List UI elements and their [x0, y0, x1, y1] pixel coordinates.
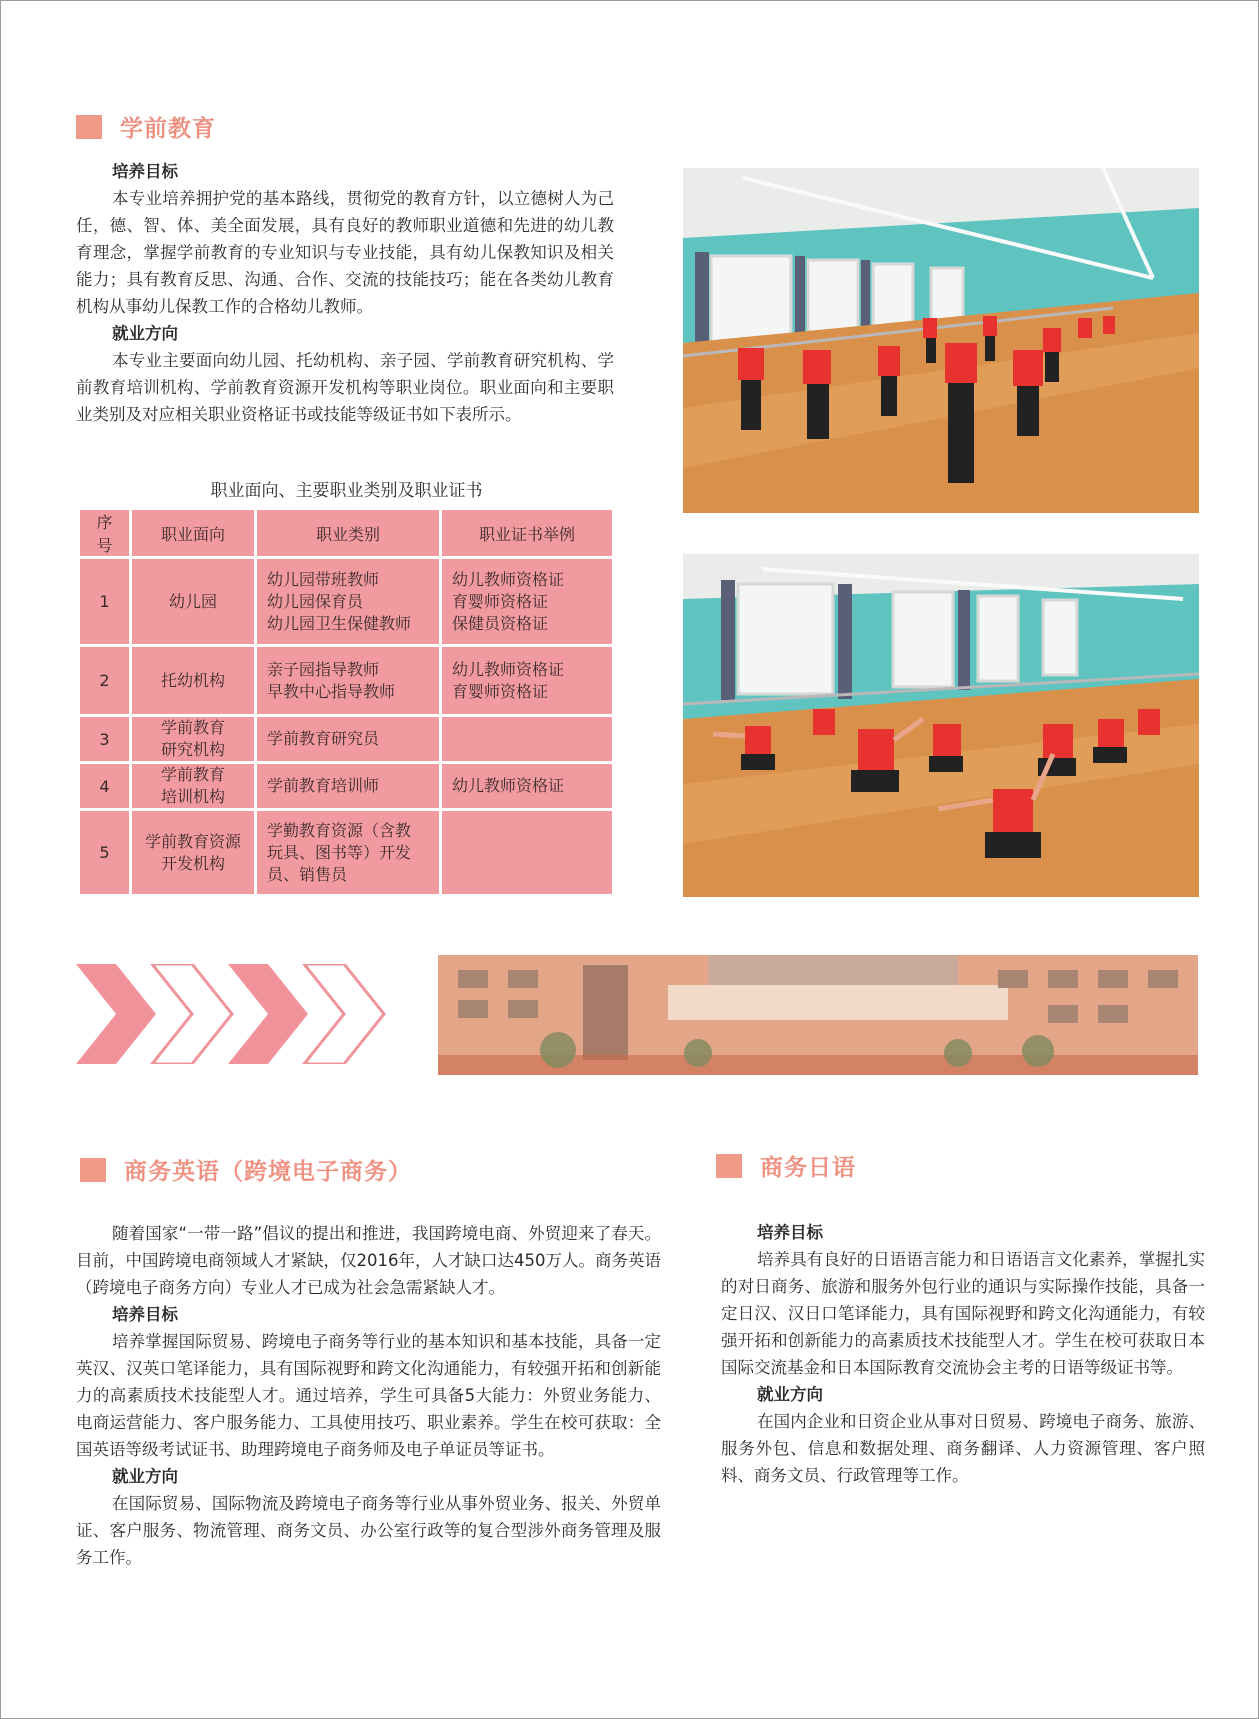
table-row — [79, 763, 614, 810]
preschool-career-text: 本专业主要面向幼儿园、托幼机构、亲子园、学前教育研究机构、学前教育培训机构、学前教育资源开发机构等职业岗位。职业面向和主要职业类别及对应相关职业资格证书或技能等级证书如下表所示。 — [76, 351, 614, 424]
dance-class-standing-image — [683, 168, 1199, 513]
english-career-text: 在国际贸易、国际物流及跨境电子商务等行业从事外贸业务、报关、外贸单证、客户服务、物流管理、商务文员、办公室行政等的复合型涉外商务管理及服务工作。 — [76, 1494, 661, 1567]
japanese-goal-heading: 培养目标 — [757, 1223, 823, 1242]
english-intro: 随着国家“一带一路”倡议的提出和推进，我国跨境电商、外贸迎来了春天。目前，中国跨境电商领域人才紧缺，仅2016年，人才缺口达450万人。商务英语（跨境电子商务方向）专业人才已成为社会急需紧缺人才。 — [76, 1224, 661, 1297]
cell-line: 幼儿教师资格证 — [452, 659, 565, 679]
table-row — [79, 646, 614, 716]
japanese-career-heading: 就业方向 — [757, 1385, 823, 1404]
table-cell — [131, 763, 256, 810]
table-row — [79, 810, 614, 896]
cell-line: 亲子园指导教师 — [267, 659, 380, 679]
cell-line: 研究机构 — [160, 740, 225, 759]
japanese-career-text: 在国内企业和日资企业从事对日贸易、跨境电子商务、旅游、服务外包、信息和数据处理、商务翻译、人力资源管理、客户照料、商务文员、行政管理等工作。 — [721, 1412, 1205, 1485]
english-career-heading: 就业方向 — [112, 1467, 178, 1486]
cell-line: 培训机构 — [160, 787, 225, 806]
chevron-arrows-icon — [76, 964, 396, 1064]
preschool-goal-text: 本专业培养拥护党的基本路线，贯彻党的教育方针，以立德树人为己任，德、智、体、美全面发展，具有良好的教师职业道德和先进的幼儿教育理念，掌握学前教育的专业知识与专业技能，具有幼儿保教知识及相关能力；具有教育反思、沟通、合作、交流的技能技巧；能在各类幼儿教育机构从事幼儿保教工作的合格幼儿教师。 — [76, 189, 614, 316]
cell-line: 幼儿教师资格证 — [452, 569, 565, 589]
japanese-text — [721, 1219, 1205, 1489]
cell-line: 学前教育 — [160, 765, 225, 784]
dance-class-kneeling-image — [683, 554, 1199, 897]
cell-line: 幼儿教师资格证 — [452, 776, 565, 795]
table-cell — [256, 646, 441, 716]
table-cell — [256, 558, 441, 646]
table-cell — [441, 558, 614, 646]
cell-line: 学前教育资源 — [144, 831, 241, 851]
table-cell: 2 — [79, 646, 131, 716]
preschool-heading — [76, 110, 216, 143]
table-cell — [256, 716, 441, 763]
table-header: 职业证书举例 — [441, 509, 614, 558]
heading-square-icon — [76, 115, 102, 139]
table-row — [79, 558, 614, 646]
table-cell — [441, 763, 614, 810]
table-cell — [131, 558, 256, 646]
cell-line: 员、销售员 — [267, 864, 348, 884]
table-cell — [441, 810, 614, 896]
cell-line: 幼儿园卫生保健教师 — [267, 613, 412, 633]
cell-line: 早教中心指导教师 — [267, 681, 396, 701]
table-row — [79, 716, 614, 763]
cell-line: 开发机构 — [160, 853, 225, 873]
table-cell — [256, 763, 441, 810]
heading-square-icon — [80, 1158, 106, 1182]
cell-line: 学前教育 — [160, 718, 225, 737]
table-header: 职业面向 — [131, 509, 256, 558]
english-text — [76, 1220, 661, 1571]
english-heading — [80, 1153, 412, 1186]
table-header: 序号 — [79, 509, 131, 558]
cell-line: 玩具、图书等）开发 — [267, 842, 412, 862]
dance-class-photo-kneeling — [683, 554, 1199, 897]
table-cell — [131, 810, 256, 896]
career-table — [77, 507, 615, 897]
dance-class-photo-standing — [683, 168, 1199, 513]
heading-square-icon — [716, 1154, 742, 1178]
cell-line: 学前教育研究员 — [267, 729, 380, 748]
table-cell: 3 — [79, 716, 131, 763]
japanese-goal-text: 培养具有良好的日语语言能力和日语语言文化素养，掌握扎实的对日商务、旅游和服务外包行业的通识与实际操作技能，具备一定日汉、汉日口笔译能力，具有国际视野和跨文化沟通能力，有较强开拓和创新能力的高素质技术技能型人才。学生在校可获取日本国际交流基金和日本国际教育交流协会主考的日语等级证书等。 — [721, 1250, 1205, 1377]
cell-line: 托幼机构 — [160, 670, 225, 690]
table-cell — [441, 646, 614, 716]
english-goal-text: 培养掌握国际贸易、跨境电子商务等行业的基本知识和基本技能，具备一定英汉、汉英口笔译能力，具有国际视野和跨文化沟通能力，有较强开拓和创新能力的高素质技术技能型人才。通过培养，学生可具备5大能力：外贸业务能力、电商运营能力、客户服务能力、工具使用技巧、职业素养。学生在校可获取：全国英语等级考试证书、助理跨境电子商务师及电子单证员等证书。 — [76, 1332, 661, 1459]
preschool-goal-heading: 培养目标 — [112, 162, 178, 181]
table-header-row — [79, 509, 614, 558]
japanese-title: 商务日语 — [760, 1155, 856, 1181]
preschool-text — [76, 158, 614, 428]
table-header: 职业类别 — [256, 509, 441, 558]
preschool-career-heading: 就业方向 — [112, 324, 178, 343]
cell-line: 幼儿园带班教师 — [267, 569, 380, 589]
table-cell: 1 — [79, 558, 131, 646]
english-goal-heading: 培养目标 — [112, 1305, 178, 1324]
cell-line: 育婴师资格证 — [452, 681, 549, 701]
table-cell — [131, 646, 256, 716]
preschool-title: 学前教育 — [120, 116, 216, 142]
cell-line: 幼儿园 — [168, 591, 217, 611]
japanese-heading — [716, 1149, 856, 1182]
table-cell — [131, 716, 256, 763]
table-cell — [441, 716, 614, 763]
table-caption: 职业面向、主要职业类别及职业证书 — [210, 481, 483, 501]
cell-line: 保健员资格证 — [452, 613, 549, 633]
cell-line: 幼儿园保育员 — [267, 591, 364, 611]
table-cell: 5 — [79, 810, 131, 896]
table-cell — [256, 810, 441, 896]
cell-line: 学前教育培训师 — [267, 776, 380, 795]
cell-line: 学勤教育资源（含教 — [267, 820, 412, 840]
cell-line: 育婴师资格证 — [452, 591, 549, 611]
campus-banner-image — [438, 955, 1198, 1075]
table-cell: 4 — [79, 763, 131, 810]
english-title: 商务英语（跨境电子商务） — [124, 1159, 412, 1185]
